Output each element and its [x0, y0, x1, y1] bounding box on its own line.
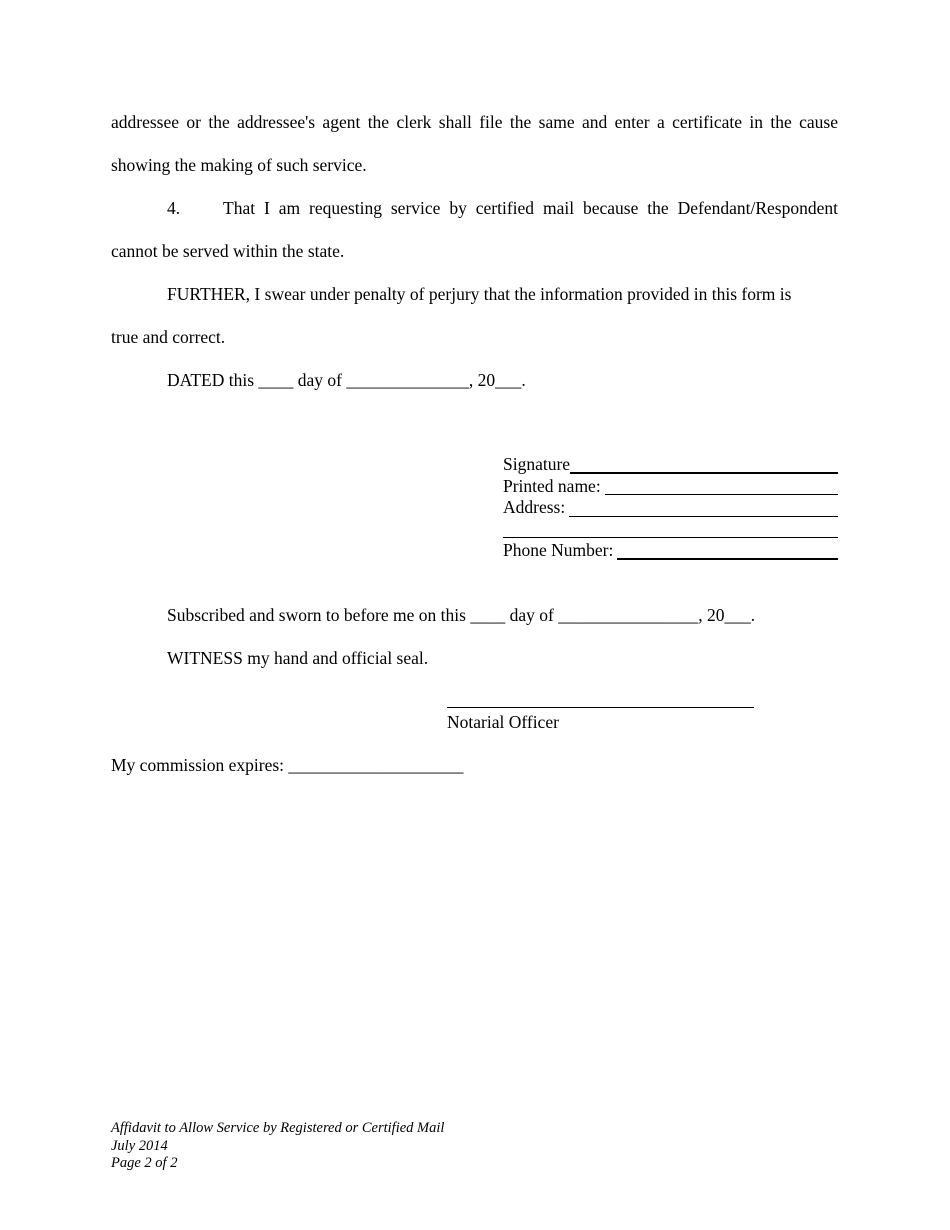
commission-expires-line: My commission expires: ____________________: [111, 755, 464, 775]
item-4: [167, 197, 838, 219]
notarial-officer-label: Notarial Officer: [447, 712, 559, 732]
signature-row: [503, 454, 838, 476]
signature-block: [503, 454, 838, 562]
printed-name-row: [503, 476, 838, 498]
further-line-1: FURTHER, I swear under penalty of perjury that the information provided in this form is: [167, 284, 792, 304]
address-row-2: [503, 519, 838, 541]
item-4-line-2: cannot be served within the state.: [111, 241, 345, 261]
phone-row: [503, 540, 838, 562]
witness-line: WITNESS my hand and official seal.: [167, 648, 429, 668]
footer-form-title: Affidavit to Allow Service by Registered or Certified Mail: [111, 1120, 445, 1136]
further-line-2: true and correct.: [111, 327, 226, 347]
address-field-2[interactable]: [503, 521, 838, 538]
signature-label: Signature: [503, 454, 571, 474]
notary-signature-line[interactable]: [447, 707, 754, 708]
page-footer: [111, 1120, 444, 1173]
phone-label: Phone Number:: [503, 540, 614, 560]
address-label: Address:: [503, 497, 566, 517]
address-row: [503, 497, 838, 519]
item-4-number: 4.: [167, 198, 181, 218]
subscribed-line: Subscribed and sworn to before me on this ____ day of ________________, 20___.: [167, 605, 756, 625]
signature-field[interactable]: [570, 456, 838, 474]
footer-page-number: Page 2 of 2: [111, 1155, 178, 1171]
item-4-text: That I am requesting service by certified mail because the Defendant/Respondent: [223, 198, 838, 218]
printed-name-field[interactable]: [605, 478, 838, 495]
phone-field[interactable]: [617, 542, 838, 560]
dated-line: DATED this ____ day of ______________, 20___.: [167, 370, 526, 390]
paragraph-continuation-line-1: addressee or the addressee's agent the clerk shall file the same and enter a certificate in the cause: [111, 112, 838, 132]
printed-name-label: Printed name:: [503, 475, 601, 496]
address-field[interactable]: [569, 500, 838, 517]
footer-date: July 2014: [111, 1137, 168, 1154]
paragraph-continuation-line-2: showing the making of such service.: [111, 155, 367, 175]
